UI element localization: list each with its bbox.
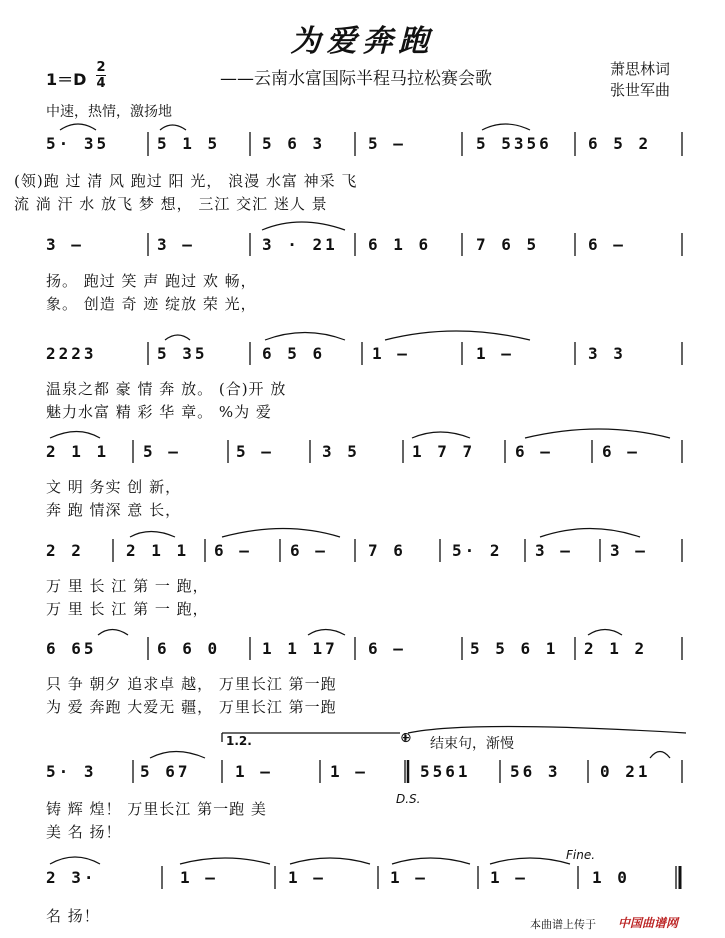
row-5-m1: 2 2: [46, 541, 84, 560]
row-1-m1: 5· 35: [46, 134, 110, 153]
row-4-barlines: [133, 440, 682, 463]
row-2-m2: 3 –: [157, 235, 195, 254]
row-3-m3: 6 5 6: [262, 344, 326, 363]
row-2-lyrics-2: 象。 创造 奇 迹 绽放 荣 光，: [46, 295, 257, 313]
row-3-m2: 5 35: [157, 344, 208, 363]
row-6-lyrics-1: 只 争 朝夕 追求卓 越， 万里长江 第一跑: [46, 675, 337, 693]
row-7-m4: 1 –: [330, 762, 368, 781]
row-1-m6: 6 5 2: [588, 134, 652, 153]
row-7-m7: 0 21: [600, 762, 651, 781]
key-signature: 1＝D: [46, 70, 87, 89]
row-2-lyrics-1: 扬。 跑过 笑 声 跑过 欢 畅，: [46, 272, 257, 290]
row-7-m2: 5 67: [140, 762, 191, 781]
row-4-m4: 3 5: [322, 442, 360, 461]
row-4-m1: 2 1 1: [46, 442, 110, 461]
row-3-lyrics-2: 魅力水富 精 彩 华 章。 %为 爱: [46, 403, 272, 421]
row-8-m6: 1 0: [592, 868, 630, 887]
row-8-lyrics-1: 名 扬！: [46, 907, 100, 925]
site-logo: 中国曲谱网: [618, 916, 679, 930]
row-1-m4: 5 –: [368, 134, 406, 153]
row-1-lyrics-2: 流 淌 汗 水 放飞 梦 想， 三江 交汇 迷人 景: [14, 195, 328, 213]
row-5-m4: 6 –: [290, 541, 328, 560]
row-6-m1: 6 65: [46, 639, 97, 658]
row-6-m3: 1 1 17: [262, 639, 338, 658]
row-5-m7: 3 –: [535, 541, 573, 560]
row-8-m5: 1 –: [490, 868, 528, 887]
song-title: 为爱奔跑: [290, 24, 435, 59]
row-7-m5: 5561: [420, 762, 471, 781]
row-4-lyrics-1: 文 明 务实 创 新，: [46, 478, 182, 496]
coda-instruction: 结束句，渐慢: [430, 736, 514, 752]
volta-label: 1.2.: [226, 734, 252, 748]
row-1-m3: 5 6 3: [262, 134, 326, 153]
fine-marking: Fine.: [566, 848, 596, 862]
row-6-m2: 6 6 0: [157, 639, 221, 658]
row-1-lyrics-1: (领)跑 过 清 风 跑过 阳 光， 浪漫 水富 神采 飞: [14, 172, 358, 190]
row-7-m1: 5· 3: [46, 762, 97, 781]
row-4-lyrics-2: 奔 跑 情深 意 长，: [46, 501, 182, 519]
row-2-m3: 3 · 21: [262, 235, 338, 254]
row-5-lyrics-1: 万 里 长 江 第 一 跑，: [46, 577, 209, 595]
row-8-m2: 1 –: [180, 868, 218, 887]
row-6-lyrics-2: 为 爱 奔跑 大爱无 疆， 万里长江 第一跑: [46, 698, 337, 716]
row-5-m6: 5· 2: [452, 541, 503, 560]
row-6-m6: 2 1 2: [584, 639, 648, 658]
row-7-lyrics-2: 美 名 扬！: [46, 823, 122, 841]
row-5-lyrics-2: 万 里 长 江 第 一 跑，: [46, 600, 209, 618]
row-4-m7: 6 –: [602, 442, 640, 461]
row-8-m3: 1 –: [288, 868, 326, 887]
row-8-m4: 1 –: [390, 868, 428, 887]
row-2-m1: 3 –: [46, 235, 84, 254]
song-subtitle: ——云南水富国际半程马拉松赛会歌: [220, 69, 492, 89]
row-3-m5: 1 –: [476, 344, 514, 363]
row-6-m5: 5 5 6 1: [470, 639, 559, 658]
row-2-m5: 7 6 5: [476, 235, 540, 254]
tempo-marking: 中速，热情，激扬地: [46, 104, 172, 120]
row-5-m2: 2 1 1: [126, 541, 190, 560]
row-7-m3: 1 –: [235, 762, 273, 781]
row-1-m2: 5 1 5: [157, 134, 221, 153]
time-numerator: 2: [96, 60, 106, 75]
lyricist-credit: 萧思林词: [610, 60, 671, 78]
row-4-m5: 1 7 7: [412, 442, 476, 461]
ds-marking: D.S.: [396, 792, 421, 806]
row-3-m6: 3 3: [588, 344, 626, 363]
row-6-m4: 6 –: [368, 639, 406, 658]
row-7-m6: 56 3: [510, 762, 561, 781]
row-2-m6: 6 –: [588, 235, 626, 254]
row-3-m4: 1 –: [372, 344, 410, 363]
row-5-m5: 7 6: [368, 541, 406, 560]
row-4-m6: 6 –: [515, 442, 553, 461]
row-3-lyrics-1: 温泉之都 豪 情 奔 放。 (合)开 放: [46, 380, 287, 398]
row-8-m1: 2 3·: [46, 868, 97, 887]
row-3-m1: 2223: [46, 344, 97, 363]
composer-credit: 张世军曲: [610, 81, 671, 99]
row-7-lyrics-1: 铸 辉 煌！ 万里长江 第一跑 美: [46, 800, 267, 818]
row-5-m8: 3 –: [610, 541, 648, 560]
row-4-m3: 5 –: [236, 442, 274, 461]
row-4-m2: 5 –: [143, 442, 181, 461]
row-5-m3: 6 –: [214, 541, 252, 560]
upload-note: 本曲谱上传于: [530, 918, 596, 931]
time-denominator: 4: [96, 76, 106, 91]
row-2-m4: 6 1 6: [368, 235, 432, 254]
row-1-m5: 5 5356: [476, 134, 552, 153]
coda-sign: ⊕: [400, 730, 412, 746]
